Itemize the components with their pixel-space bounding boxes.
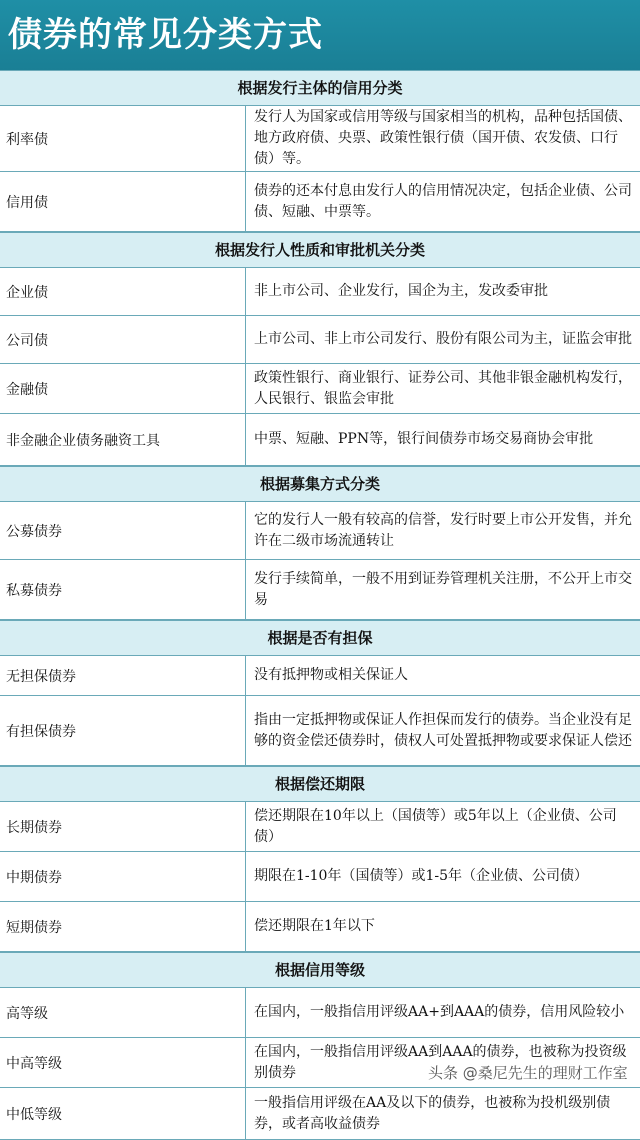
section-header: 根据信用等级 <box>0 952 640 988</box>
bond-type-description: 它的发行人一般有较高的信誉，发行时要上市公开发售，并允许在二级市场流通转让 <box>254 511 632 549</box>
bond-type-description: 发行人为国家或信用等级与国家相当的机构，品种包括国债、地方政府债、央票、政策性银行债（国开债、农发债、口行债）等。 <box>254 109 632 167</box>
bond-type-description: 偿还期限在10年以上（国债等）或5年以上（企业债、公司债） <box>254 807 617 845</box>
bond-type-name: 中高等级 <box>0 1038 246 1087</box>
section-header: 根据是否有担保 <box>0 620 640 656</box>
bond-type-description: 指由一定抵押物或保证人作担保而发行的债券。当企业没有足够的资金偿还债券时，债权人可处置抵押物或要求保证人偿还 <box>254 711 632 749</box>
bond-type-description: 偿还期限在1年以下 <box>254 918 375 934</box>
bond-type-name: 信用债 <box>0 172 246 231</box>
table-row <box>0 802 640 852</box>
section-header: 根据发行人性质和审批机关分类 <box>0 232 640 268</box>
table-row <box>0 902 640 952</box>
table-row <box>0 560 640 620</box>
table-row <box>0 502 640 560</box>
bond-type-name: 中期债券 <box>0 852 246 901</box>
bond-type-name: 无担保债券 <box>0 656 246 695</box>
bond-type-description: 债券的还本付息由发行人的信用情况决定，包括企业债、公司债、短融、中票等。 <box>254 182 632 220</box>
bond-type-name: 中低等级 <box>0 1088 246 1139</box>
bond-type-description: 非上市公司、企业发行，国企为主，发改委审批 <box>254 283 548 299</box>
title-bar <box>0 0 640 70</box>
bond-type-description: 期限在1-10年（国债等）或1-5年（企业债、公司债） <box>254 868 588 884</box>
table-row <box>0 268 640 316</box>
bond-type-description: 没有抵押物或相关保证人 <box>254 667 408 683</box>
bond-type-name: 非金融企业债务融资工具 <box>0 414 246 465</box>
table-row <box>0 364 640 414</box>
bond-type-name: 高等级 <box>0 988 246 1037</box>
bond-type-description: 上市公司、非上市公司发行、股份有限公司为主，证监会审批 <box>254 331 632 347</box>
table-row <box>0 316 640 364</box>
table-row <box>0 852 640 902</box>
classification-table <box>0 70 640 1140</box>
section-header: 根据偿还期限 <box>0 766 640 802</box>
bond-type-name: 公司债 <box>0 316 246 363</box>
section-header: 根据发行主体的信用分类 <box>0 70 640 106</box>
watermark: 头条 @桑尼先生的理财工作室 <box>428 1064 628 1082</box>
bond-type-description: 一般指信用评级在AA及以下的债券，也被称为投机级别债券，或者高收益债券 <box>254 1094 611 1132</box>
table-row <box>0 988 640 1038</box>
bond-type-name: 长期债券 <box>0 802 246 851</box>
bond-type-description: 在国内，一般指信用评级AA到AAA的债券，也被称为投资级别债券 <box>254 1043 627 1081</box>
table-row <box>0 414 640 466</box>
bond-type-name: 企业债 <box>0 268 246 315</box>
bond-type-name: 金融债 <box>0 364 246 413</box>
section-header: 根据募集方式分类 <box>0 466 640 502</box>
table-row <box>0 696 640 766</box>
bond-type-description: 发行手续简单，一般不用到证券管理机关注册，不公开上市交易 <box>254 570 632 608</box>
bond-type-description: 在国内，一般指信用评级AA+到AAA的债券，信用风险较小 <box>254 1004 625 1020</box>
table-row <box>0 172 640 232</box>
bond-type-name: 公募债券 <box>0 502 246 559</box>
bond-type-name: 利率债 <box>0 106 246 171</box>
bond-type-name: 短期债券 <box>0 902 246 951</box>
table-row <box>0 106 640 172</box>
bond-type-description: 中票、短融、PPN等，银行间债券市场交易商协会审批 <box>254 431 594 447</box>
bond-type-name: 私募债券 <box>0 560 246 619</box>
bond-type-description: 政策性银行、商业银行、证券公司、其他非银金融机构发行，人民银行、银监会审批 <box>254 369 632 407</box>
table-row <box>0 656 640 696</box>
table-row <box>0 1088 640 1140</box>
page-title: 债券的常见分类方式 <box>8 15 323 55</box>
bond-type-name: 有担保债券 <box>0 696 246 765</box>
